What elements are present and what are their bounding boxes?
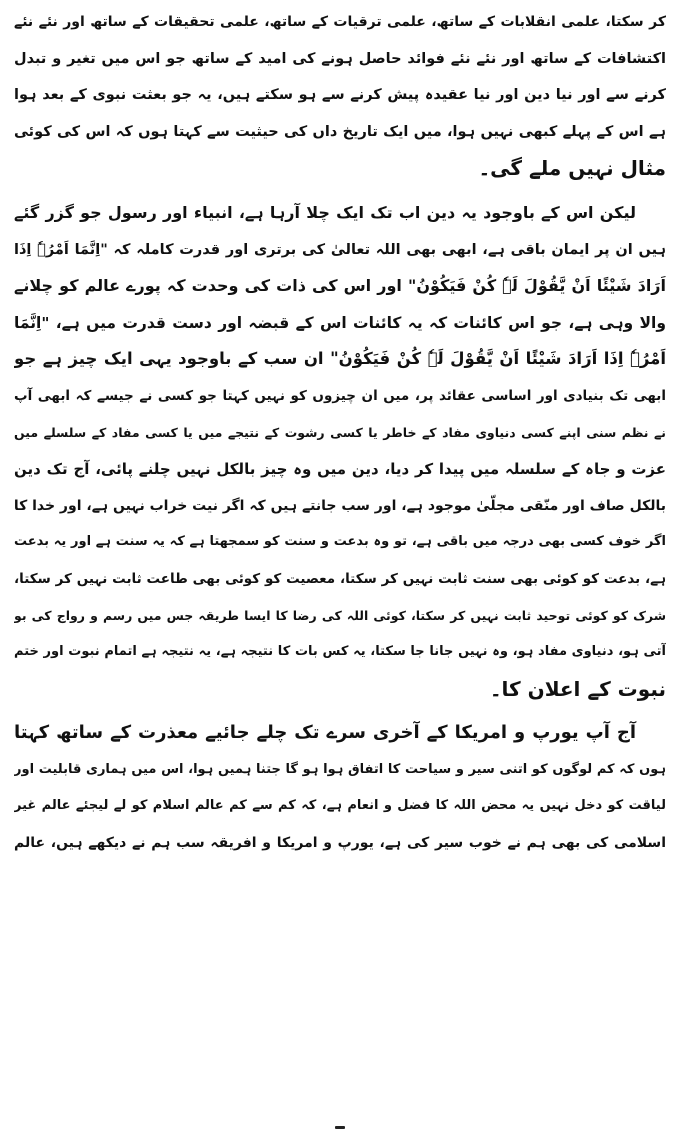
text-line: لیاقت کو دخل نہیں یہ محض اللہ کا فضل و انعام ہے، کہ کم سے کم عالم اسلام کو لے لیجئے عالم غیر [14, 798, 666, 814]
text-line: عزت و جاہ کے سلسلہ میں پیدا کر دیا، دین میں وہ چیز بالکل نہیں چلنے پائی، آج تک دین [14, 460, 666, 479]
text-line: اَمْرُہٗ اِذَا اَرَادَ شَیْئًا اَنْ یَّقُوْلَ لَہٗ کُنْ فَیَکُوْنُ" ان سب کے باوجود یہی ایک چیز ہے جو [14, 349, 666, 369]
text-line: شرک کو کوئی توحید ثابت نہیں کر سکتا، کوئی اللہ کی رضا کا ایسا طریقہ جس میں رسم و رواج کی بو [14, 607, 666, 623]
paragraph-2 [14, 195, 666, 707]
paragraph-gap [14, 707, 666, 715]
paragraph-1 [14, 4, 666, 187]
text-line: نے نظم سنی اپنے کسی دنیاوی مفاد کے خاطر یا کسی رشوت کے نتیجے میں یا کسی مفاد کے سلسلے میں [14, 424, 666, 440]
text-line: والا وہی ہے، جو اس کائنات کہ یہ کائنات اس کے قبضہ اور دست قدرت میں ہے، "اِنَّمَا [14, 313, 666, 332]
document-page [14, 4, 666, 862]
text-line: مثال نہیں ملے گی۔ [478, 156, 666, 181]
page-number-mark [335, 1126, 345, 1129]
text-line: ہوں کہ کم لوگوں کو اتنی سیر و سیاحت کا اتفاق ہوا ہو گا جتنا ہمیں ہوا، اس میں ہماری قابلیت اور [14, 761, 666, 777]
text-line: اکتشافات کے ساتھ اور نئے نئے فوائد حاصل ہونے کی امید کے ساتھ جو اس میں تغیر و تبدل [14, 50, 666, 67]
paragraph-3 [14, 715, 666, 861]
text-line: ابھی تک بنیادی اور اساسی عقائد پر، میں ان چیزوں کو نہیں کہتا جو کسی نے جیسے کہ ابھی آپ [14, 387, 666, 404]
text-line: اَرَادَ شَیْئًا اَنْ یَّقُوْلَ لَہٗ کُنْ فَیَکُوْنُ" اور اس کی ذات کی وحدت کہ پورے عالم کو چلانے [14, 276, 666, 296]
text-line: بالکل صاف اور منّقی مجلّیٰ موجود ہے، اور سب جانتے ہیں کہ اگر نیت خراب نہیں ہے، اور خدا کا [14, 497, 666, 514]
paragraph-gap [14, 187, 666, 195]
text-line: کر سکتا، علمی انقلابات کے ساتھ، علمی ترقیات کے ساتھ، علمی تحقیقات کے ساتھ اور نئے نئے [14, 14, 666, 30]
text-line: نبوت کے اعلان کا۔ [489, 676, 666, 701]
text-line: ہے، بدعت کو کوئی بھی سنت ثابت نہیں کر سکتا، معصیت کو کوئی بھی طاعت ثابت نہیں کر سکتا، [14, 570, 666, 587]
text-line: لیکن اس کے باوجود یہ دین اب تک ایک چلا آرہا ہے، انبیاء اور رسول جو گزر گئے [14, 202, 636, 222]
text-line: آتی ہو، دنیاوی مفاد ہو، وہ نہیں جانا جا سکتا، یہ کس بات کا نتیجہ ہے، یہ نتیجہ ہے اتمام نبوت اور ختم [14, 644, 666, 660]
text-line: اسلامی کی بھی ہم نے خوب سیر کی ہے، یورپ و امریکا و افریقہ سب ہم نے دیکھے ہیں، عالم [14, 835, 666, 852]
text-line: ہے اس کے پہلے کبھی نہیں ہوا، میں ایک تاریخ داں کی حیثیت سے کہتا ہوں کہ اس کی کوئی [14, 123, 666, 140]
text-line: کرنے سے اور نیا دین اور نیا عقیدہ پیش کرنے سے ہو سکتے ہیں، یہ جو بعثت نبوی کے بعد ہوا [14, 87, 666, 104]
text-line: ہیں ان پر ایمان باقی ہے، ابھی بھی اللہ تعالیٰ کی برتری اور قدرت کاملہ کہ "اِنَّمَا اَمْرُہٗ اِذَا [14, 241, 666, 258]
text-line: آج آپ یورپ و امریکا کے آخری سرے تک چلے جائیے معذرت کے ساتھ کہتا [14, 722, 636, 744]
text-line: اگر خوف کسی بھی درجہ میں باقی ہے، تو وہ بدعت و سنت کو سمجھتا ہے کہ یہ سنت ہے اور یہ بدعت [14, 534, 666, 550]
